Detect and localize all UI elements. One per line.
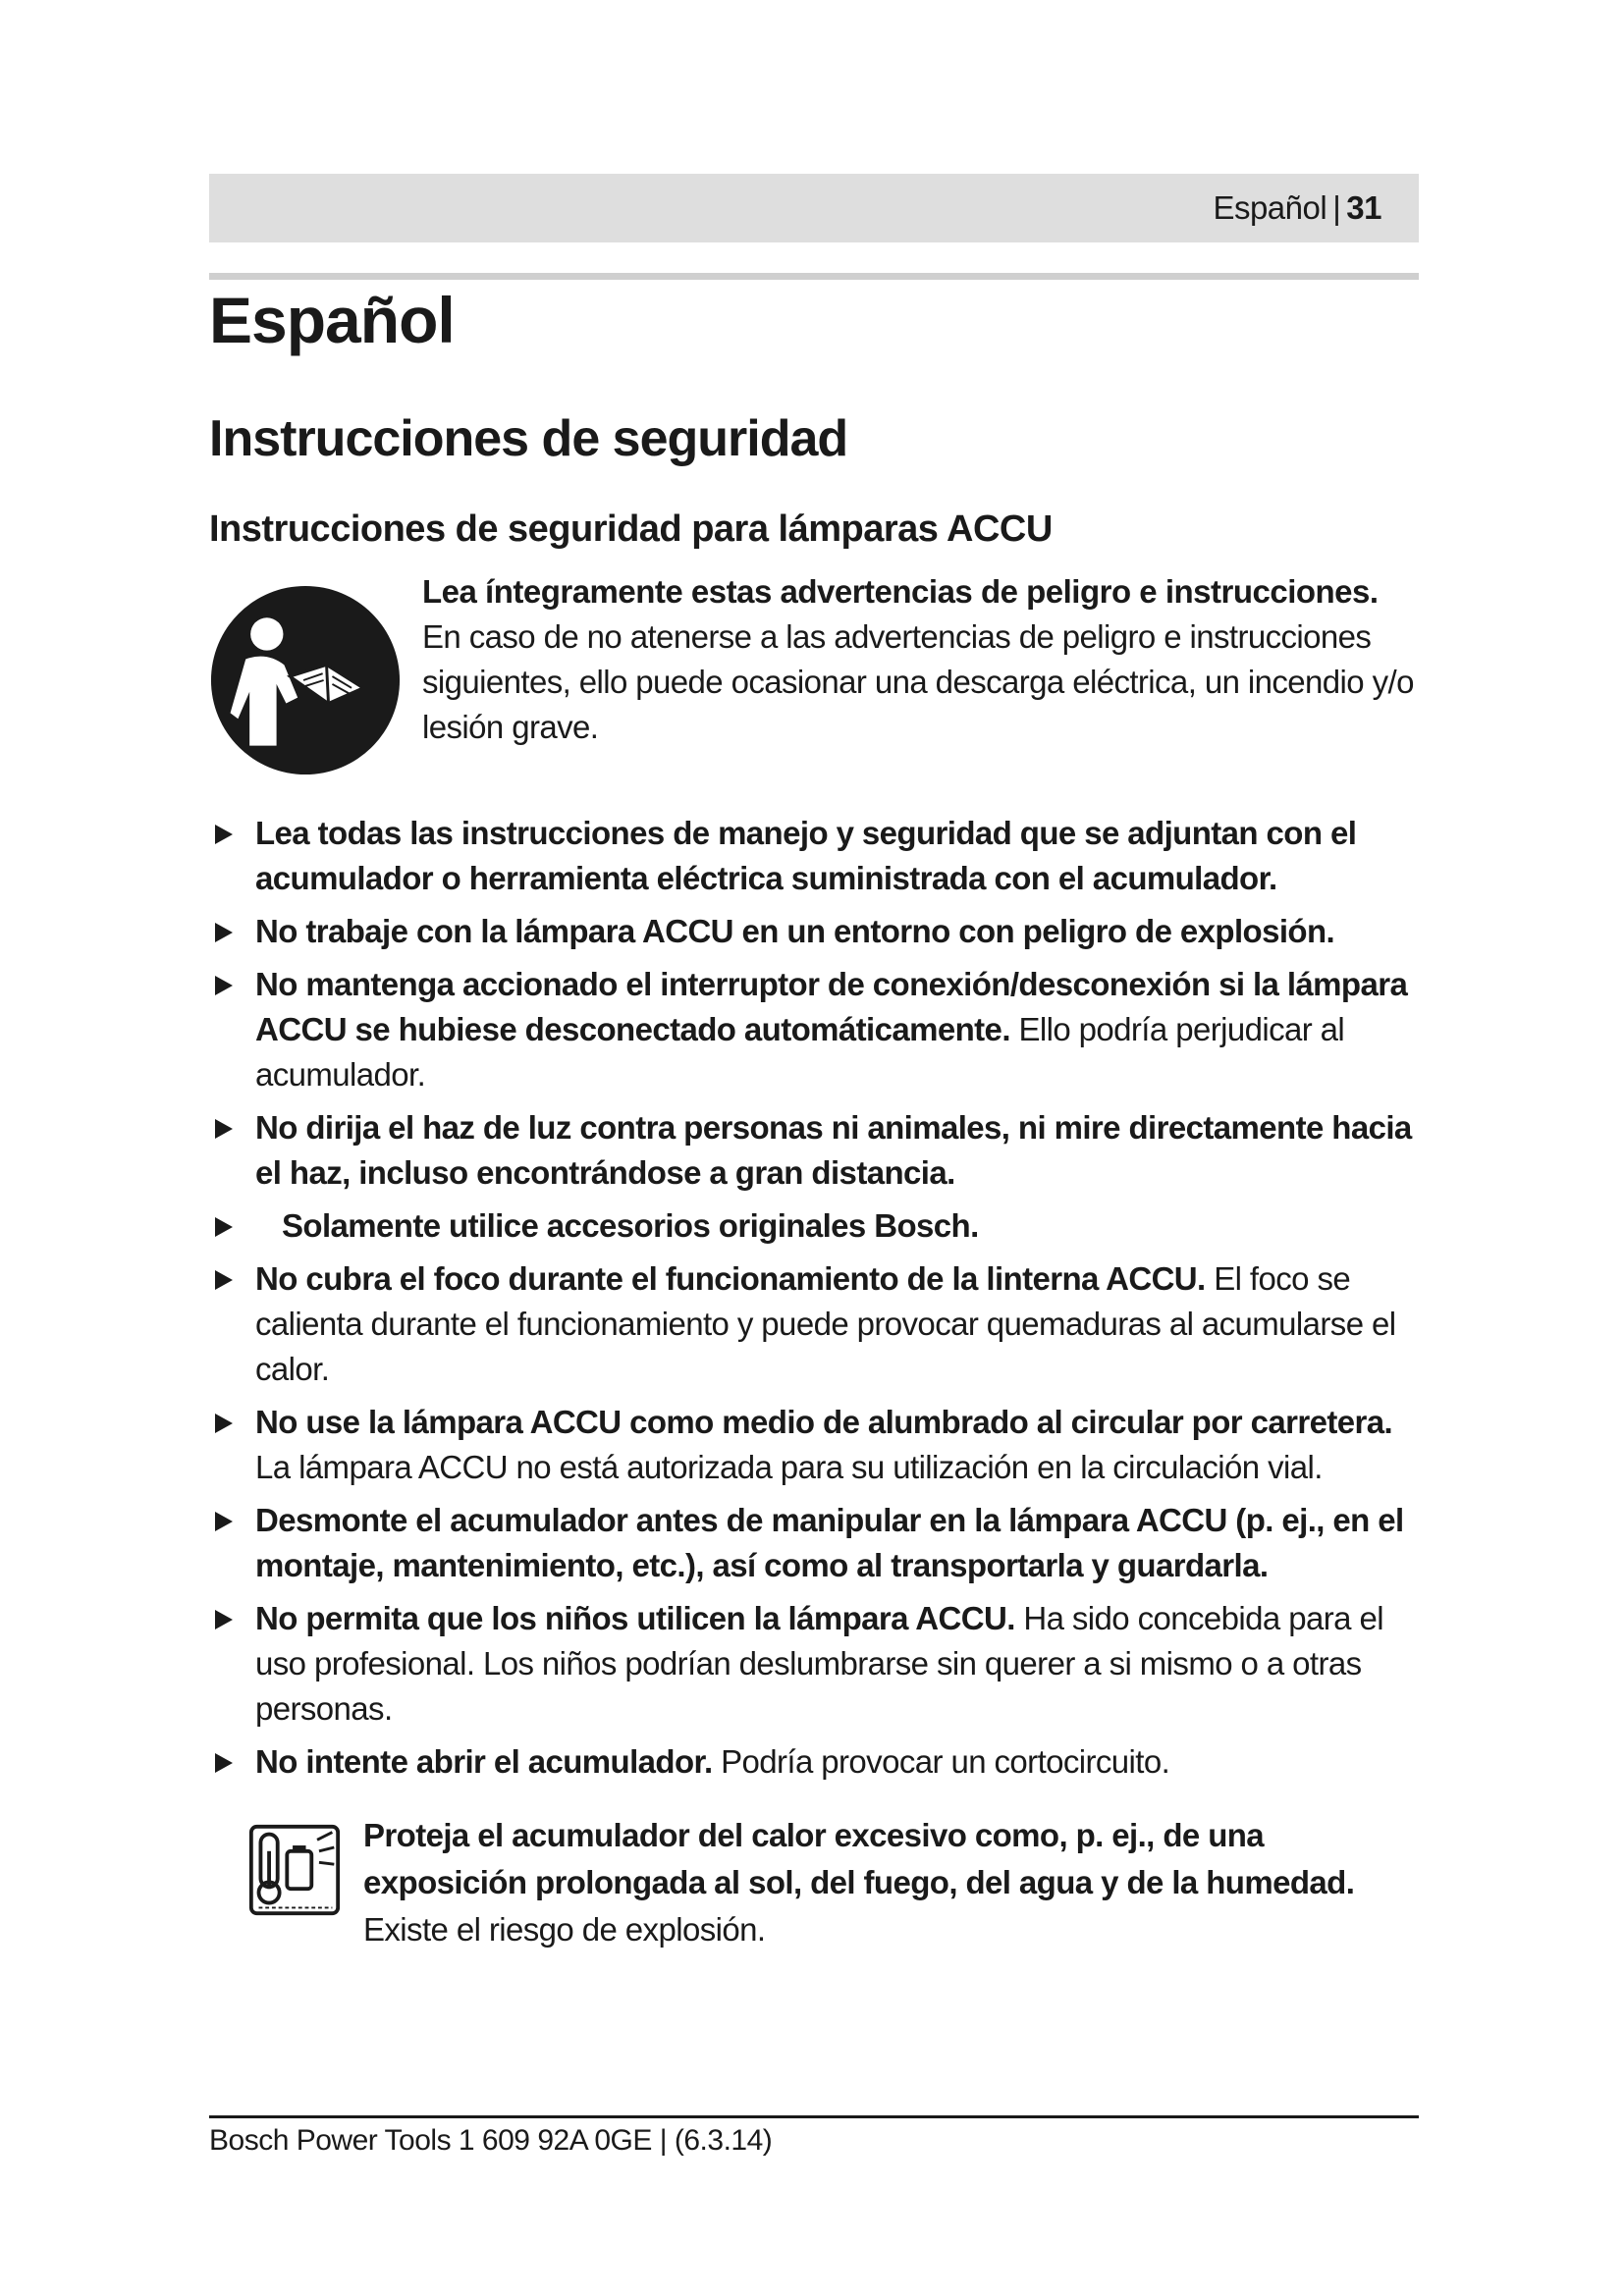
footer-text: Bosch Power Tools 1 609 92A 0GE | (6.3.14) [209, 2124, 773, 2157]
list-item [209, 962, 1419, 1097]
list-item [209, 1105, 1419, 1196]
triangle-bullet-icon [215, 1217, 233, 1237]
safety-rules-list [209, 811, 1419, 1792]
triangle-bullet-icon [215, 976, 233, 995]
triangle-bullet-icon [215, 1512, 233, 1531]
intro-text: En caso de no atenerse a las advertencias de peligro e instrucciones siguientes, ello puede ocasionar una descarga eléctrica, un incendio y/o lesión grave. [422, 618, 1414, 745]
triangle-bullet-icon [215, 825, 233, 844]
heat-warning-icon [247, 1823, 342, 1917]
section-title: Instrucciones de seguridad [209, 410, 848, 467]
language-title: Español [209, 284, 455, 356]
triangle-bullet-icon [215, 1119, 233, 1139]
rule-bold: No trabaje con la lámpara ACCU en un entorno con peligro de explosión. [255, 913, 1335, 949]
list-item [209, 1498, 1419, 1588]
intro-bold: Lea íntegramente estas advertencias de peligro e instrucciones. [422, 573, 1379, 610]
subsection-title: Instrucciones de seguridad para lámparas ACCU [209, 508, 1053, 550]
rule-bold: No mantenga accionado el interruptor de conexión/desconexión si la lámpara ACCU se hubiese desconectado automáticamente. [255, 966, 1408, 1047]
list-item [209, 1203, 1419, 1249]
list-item [209, 909, 1419, 954]
page-number: 31 [1346, 189, 1381, 226]
rule-bold: No use la lámpara ACCU como medio de alumbrado al circular por carretera. [255, 1404, 1393, 1440]
header-separator: | [1332, 189, 1341, 226]
rule-bold: No dirija el haz de luz contra personas ni animales, ni mire directamente hacia el haz, incluso encontrándose a gran distancia. [255, 1109, 1412, 1191]
list-item [209, 1400, 1419, 1490]
triangle-bullet-icon [215, 1414, 233, 1433]
header-language: Español [1213, 189, 1327, 226]
page-header [209, 174, 1419, 242]
triangle-bullet-icon [215, 923, 233, 942]
intro-paragraph [422, 569, 1419, 750]
rule-text: Ello podría perjudicar al acumulador. [255, 1011, 1345, 1093]
list-item [209, 811, 1419, 901]
rule-text: Podría provocar un cortocircuito. [721, 1743, 1170, 1780]
rule-bold: No permita que los niños utilicen la lámpara ACCU. [255, 1600, 1015, 1636]
read-manual-icon [209, 584, 402, 776]
rule-text: Ha sido concebida para el uso profesional. Los niños podrían deslumbrarse sin querer a si mismo o a otras personas. [255, 1600, 1383, 1727]
footer-divider [209, 2115, 1419, 2118]
rule-text: La lámpara ACCU no está autorizada para su utilización en la circulación vial. [255, 1449, 1323, 1485]
triangle-bullet-icon [215, 1610, 233, 1629]
heat-warning-text: Existe el riesgo de explosión. [363, 1911, 766, 1948]
rule-text: El foco se calienta durante el funcionamiento y puede provocar quemaduras al acumularse el calor. [255, 1260, 1396, 1387]
list-item [209, 1256, 1419, 1392]
rule-bold: Lea todas las instrucciones de manejo y seguridad que se adjuntan con el acumulador o herramienta eléctrica suministrada con el acumulador. [255, 815, 1357, 896]
heat-warning-paragraph [363, 1812, 1419, 1953]
rule-bold: No intente abrir el acumulador. [255, 1743, 713, 1780]
rule-bold: Solamente utilice accesorios originales Bosch. [282, 1207, 979, 1244]
list-item [209, 1739, 1419, 1785]
heat-warning-bold: Proteja el acumulador del calor excesivo como, p. ej., de una exposición prolongada al sol, del fuego, del agua y de la humedad. [363, 1817, 1355, 1900]
triangle-bullet-icon [215, 1270, 233, 1290]
list-item [209, 1596, 1419, 1732]
triangle-bullet-icon [215, 1753, 233, 1773]
rule-bold: No cubra el foco durante el funcionamiento de la linterna ACCU. [255, 1260, 1206, 1297]
rule-bold: Desmonte el acumulador antes de manipular en la lámpara ACCU (p. ej., en el montaje, mantenimiento, etc.), así como al transportarla y guardarla. [255, 1502, 1404, 1583]
